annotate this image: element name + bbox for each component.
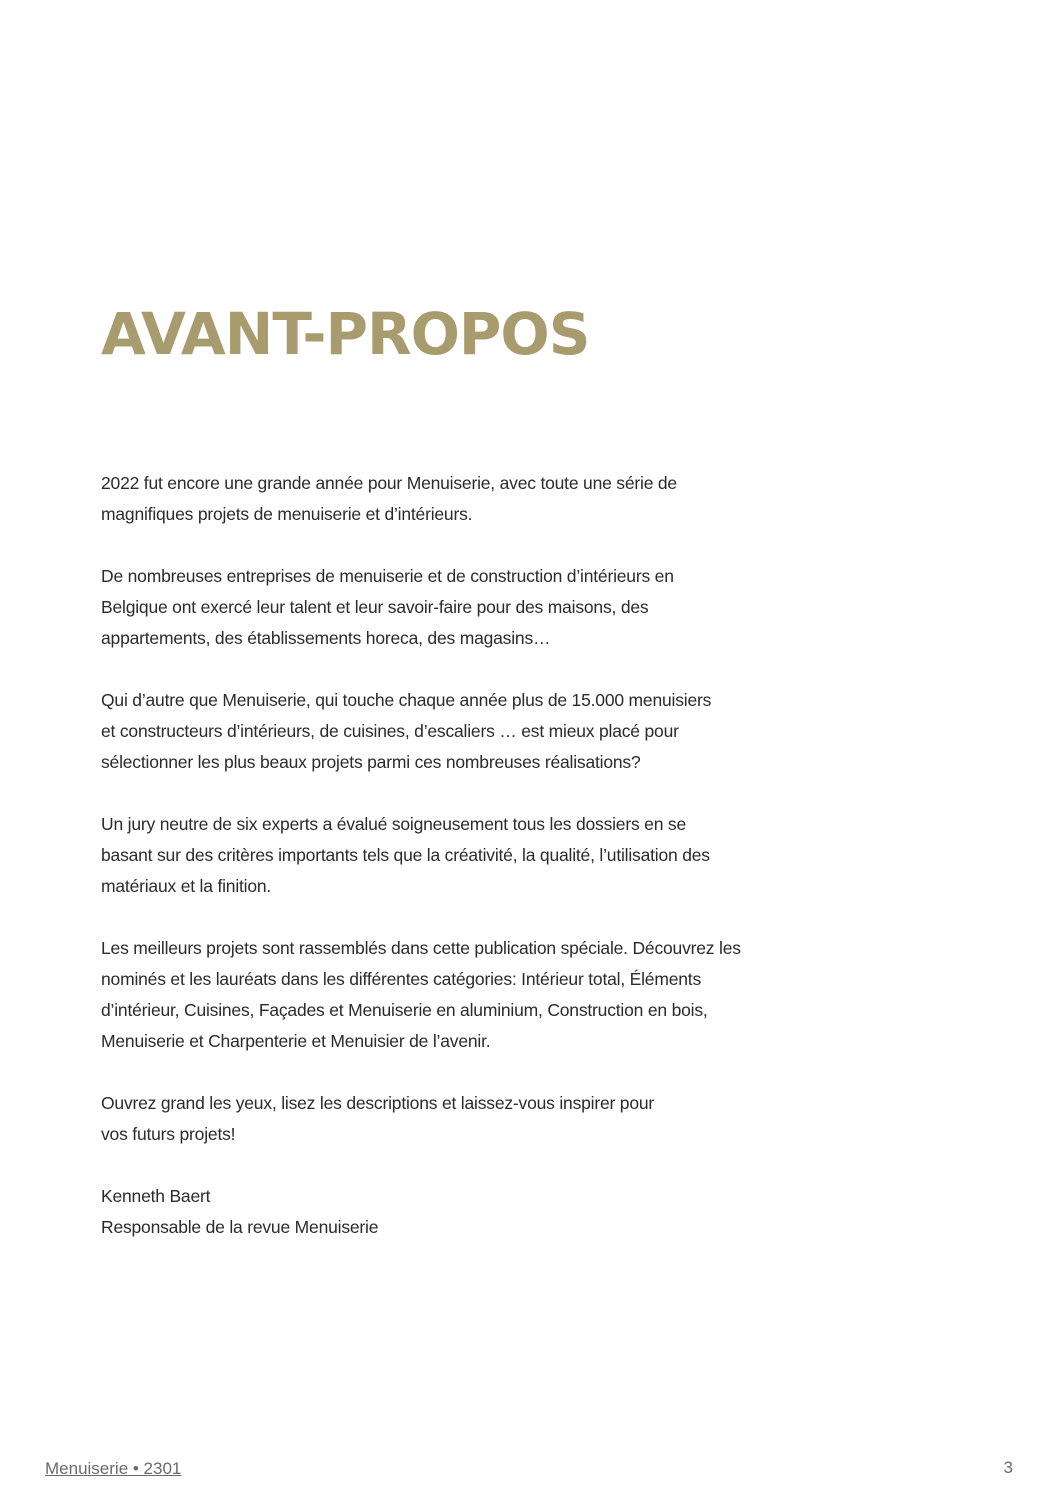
paragraph-1 (101, 468, 741, 530)
foreword-body (101, 468, 741, 1243)
text-line: sélectionner les plus beaux projets parmi ces nombreuses réalisations? (101, 752, 641, 772)
text-line: nominés et les lauréats dans les différentes catégories: Intérieur total, Éléments (101, 969, 701, 989)
text-line: appartements, des établissements horeca, des magasins… (101, 628, 551, 648)
text-line: Qui d’autre que Menuiserie, qui touche chaque année plus de 15.000 menuisiers (101, 690, 712, 710)
text-line: matériaux et la finition. (101, 876, 272, 896)
text-line: De nombreuses entreprises de menuiserie et de construction d’intérieurs en (101, 566, 674, 586)
paragraph-5 (101, 933, 741, 1057)
text-line: d’intérieur, Cuisines, Façades et Menuiserie en aluminium, Construction en bois, (101, 1000, 708, 1020)
paragraph-4 (101, 809, 741, 902)
text-line: vos futurs projets! (101, 1124, 236, 1144)
text-line: Les meilleurs projets sont rassemblés dans cette publication spéciale. Découvrez les (101, 938, 741, 958)
text-line: Belgique ont exercé leur talent et leur savoir-faire pour des maisons, des (101, 597, 649, 617)
text-line: Un jury neutre de six experts a évalué soigneusement tous les dossiers en se (101, 814, 686, 834)
paragraph-6 (101, 1088, 741, 1150)
page-title: AVANT-PROPOS (101, 300, 590, 368)
text-line: basant sur des critères importants tels que la créativité, la qualité, l’utilisation des (101, 845, 710, 865)
text-line: 2022 fut encore une grande année pour Menuiserie, avec toute une série de (101, 473, 677, 493)
signature (101, 1181, 741, 1243)
publication-link[interactable]: Menuiserie • 2301 (45, 1459, 182, 1478)
paragraph-2 (101, 561, 741, 654)
text-line: magnifiques projets de menuiserie et d’intérieurs. (101, 504, 473, 524)
page-number: 3 (1003, 1458, 1013, 1477)
text-line: et constructeurs d’intérieurs, de cuisines, d’escaliers … est mieux placé pour (101, 721, 679, 741)
signature-name: Kenneth Baert (101, 1186, 211, 1206)
text-line: Ouvrez grand les yeux, lisez les descriptions et laissez-vous inspirer pour (101, 1093, 655, 1113)
signature-role: Responsable de la revue Menuiserie (101, 1217, 379, 1237)
text-line: Menuiserie et Charpenterie et Menuisier de l’avenir. (101, 1031, 491, 1051)
paragraph-3 (101, 685, 741, 778)
